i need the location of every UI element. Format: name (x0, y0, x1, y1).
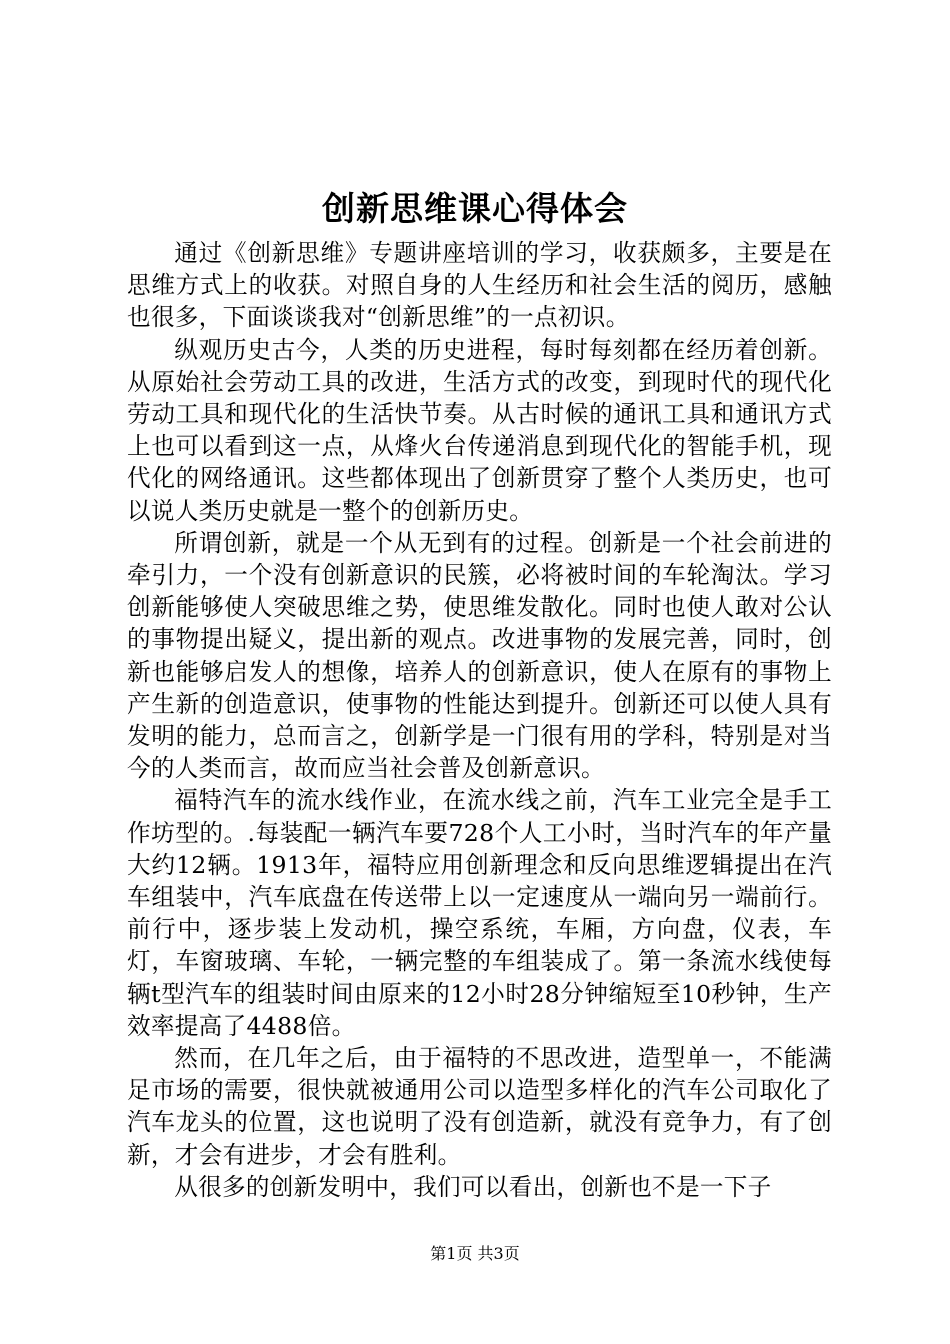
document-title: 创新思维课心得体会 (322, 189, 628, 228)
paragraph-4: 福特汽车的流水线作业，在流水线之前，汽车工业完全是手工作坊型的。.每装配一辆汽车要728个人工小时，当时汽车的年产量大约12辆。1913年，福特应用创新理念和反向思维逻辑提出在汽车组装中，汽车底盘在传送带上以一定速度从一端向另一端前行。前行中，逐步装上发动机，操空系统，车厢，方向盘，仪表，车灯，车窗玻璃、车轮，一辆完整的车组装成了。第一条流水线使每辆t型汽车的组装时间由原来的12小时28分钟缩短至10秒钟，生产效率提高了4488倍。 (127, 786, 832, 1040)
paragraph-6: 从很多的创新发明中，我们可以看出，创新也不是一下子 (174, 1172, 772, 1201)
paragraph-3: 所谓创新，就是一个从无到有的过程。创新是一个社会前进的牵引力，一个没有创新意识的民簇，必将被时间的车轮淘汰。学习创新能够使人突破思维之势，使思维发散化。同时也使人敢对公认的事物提出疑义，提出新的观点。改进事物的发展完善，同时，创新也能够启发人的想像，培养人的创新意识，使人在原有的事物上产生新的创造意识，使事物的性能达到提升。创新还可以使人具有发明的能力，总而言之，创新学是一门很有用的学科，特别是对当今的人类而言，故而应当社会普及创新意识。 (127, 528, 832, 783)
paragraph-2: 纵观历史古今，人类的历史进程，每时每刻都在经历着创新。从原始社会劳动工具的改进，生活方式的改变，到现时代的现代化劳动工具和现代化的生活快节奏。从古时候的通讯工具和通讯方式上也可以看到这一点，从烽火台传递消息到现代化的智能手机，现代化的网络通讯。这些都体现出了创新贯穿了整个人类历史，也可以说人类历史就是一整个的创新历史。 (127, 335, 832, 525)
paragraph-1: 通过《创新思维》专题讲座培训的学习，收获颇多，主要是在思维方式上的收获。对照自身的人生经历和社会生活的阅历，感触也很多，下面谈谈我对“创新思维”的一点初识。 (127, 239, 832, 332)
document-body (127, 237, 832, 1203)
paragraph-5: 然而，在几年之后，由于福特的不思改进，造型单一，不能满足市场的需要，很快就被通用公司以造型多样化的汽车公司取化了汽车龙头的位置，这也说明了没有创造新，就没有竞争力，有了创新，才会有进步，才会有胜利。 (127, 1044, 832, 1169)
page-number-footer: 第1页 共3页 (430, 1244, 520, 1263)
